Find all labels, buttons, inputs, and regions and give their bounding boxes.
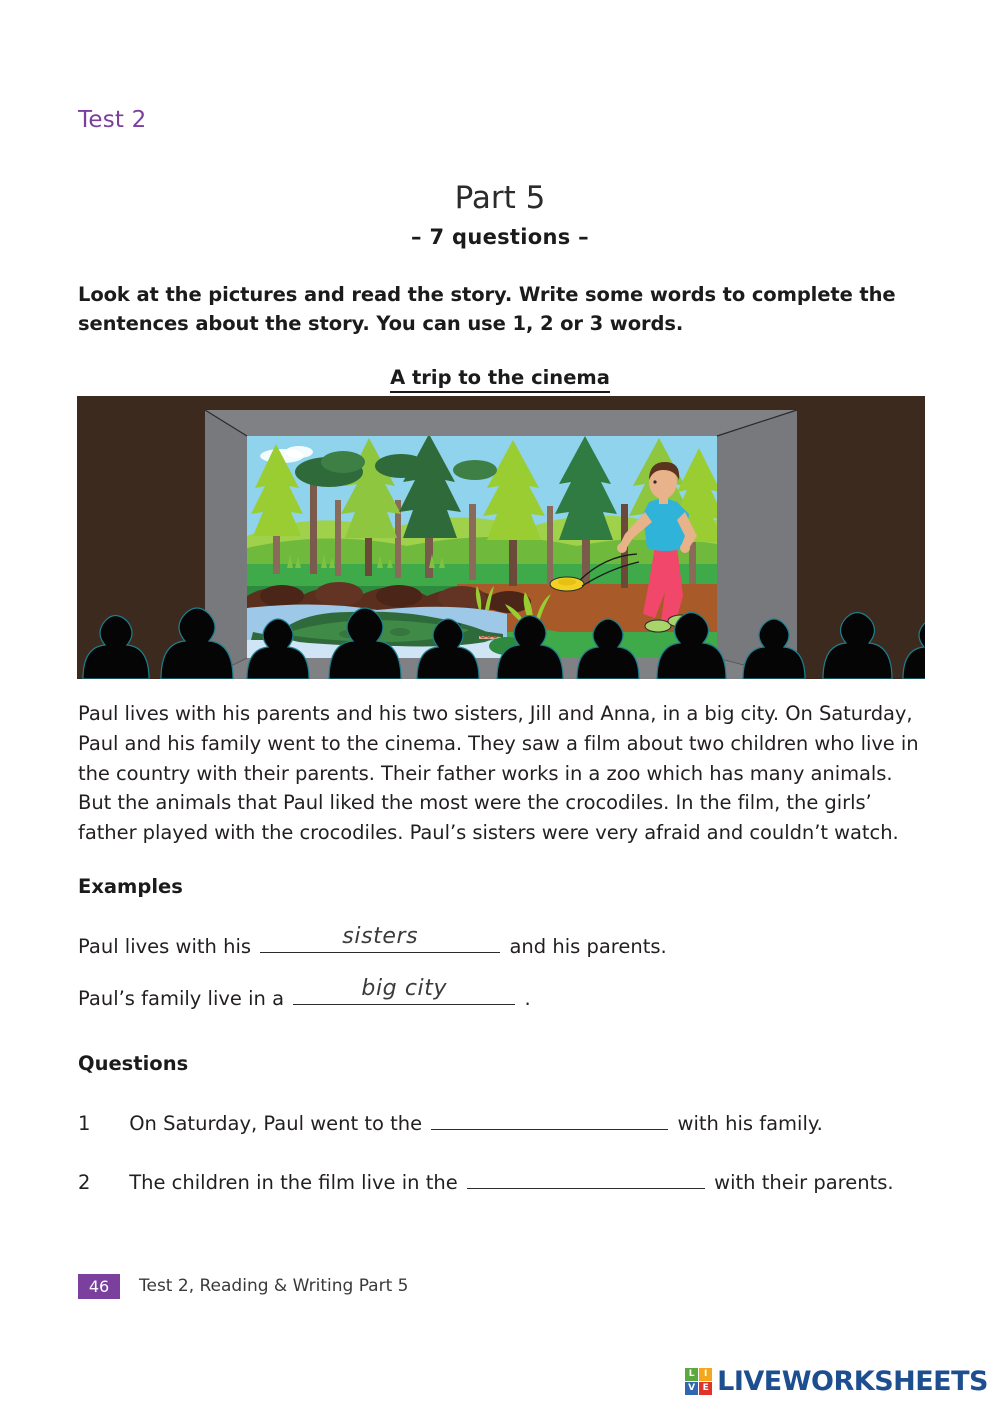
question-2-blank[interactable] (467, 1170, 705, 1189)
cinema-scene-svg (77, 396, 925, 679)
example-row-1 (78, 924, 938, 958)
cloud (285, 446, 313, 458)
frisbee (550, 577, 584, 591)
logo-cell-v: V (685, 1382, 698, 1395)
example-2-before: Paul’s family live in a (78, 987, 285, 1010)
question-2-before: The children in the film live in the (129, 1171, 458, 1194)
footer-text: Test 2, Reading & Writing Part 5 (139, 1276, 409, 1296)
example-2-blank[interactable] (293, 976, 515, 1005)
story-title-text: A trip to the cinema (390, 366, 610, 393)
liveworksheets-logo[interactable] (684, 1366, 988, 1397)
example-2-answer: big city (361, 976, 448, 1001)
test-label: Test 2 (78, 107, 147, 133)
question-1-number: 1 (78, 1112, 91, 1135)
cinema-illustration (77, 396, 925, 679)
example-1-answer: sisters (342, 924, 419, 949)
question-1-blank[interactable] (431, 1111, 668, 1130)
page-number-badge: 46 (78, 1274, 120, 1299)
logo-cell-i: I (699, 1368, 712, 1381)
example-1-before: Paul lives with his (78, 935, 252, 958)
question-2-after: with their parents. (714, 1171, 894, 1194)
liveworksheets-wordmark: LIVEWORKSHEETS (717, 1366, 988, 1397)
instructions-text: Look at the pictures and read the story. Write some words to complete the sentences about the story. You can use 1, 2 or 3 words. (78, 283, 896, 336)
example-row-2 (78, 976, 938, 1010)
example-2-after: . (524, 987, 531, 1010)
story-title (0, 366, 1000, 389)
question-1-before: On Saturday, Paul went to the (129, 1112, 423, 1135)
logo-cell-e: E (699, 1382, 712, 1395)
question-row-2 (78, 1170, 938, 1194)
question-count-subtitle: – 7 questions – (411, 225, 589, 249)
question-1-after: with his family. (677, 1112, 823, 1135)
example-1-after: and his parents. (509, 935, 667, 958)
question-row-1 (78, 1111, 938, 1135)
story-text: Paul lives with his parents and his two sisters, Jill and Anna, in a big city. On Saturday, Paul and his family went to the cinema. They saw a film about two children who live in the country with their parents. Their father works in a zoo which has many animals. But the animals that Paul liked the most were the crocodiles. In the film, the girls’ father played with the crocodiles. Paul’s sisters were very afraid and couldn’t watch. (78, 702, 919, 845)
examples-heading: Examples (78, 875, 183, 898)
questions-heading: Questions (78, 1052, 189, 1075)
page-title: Part 5 (454, 180, 546, 216)
liveworksheets-mark-icon (684, 1367, 713, 1396)
logo-cell-l: L (685, 1368, 698, 1381)
question-2-number: 2 (78, 1171, 91, 1194)
film-image (247, 434, 725, 658)
example-1-blank[interactable] (260, 924, 500, 953)
